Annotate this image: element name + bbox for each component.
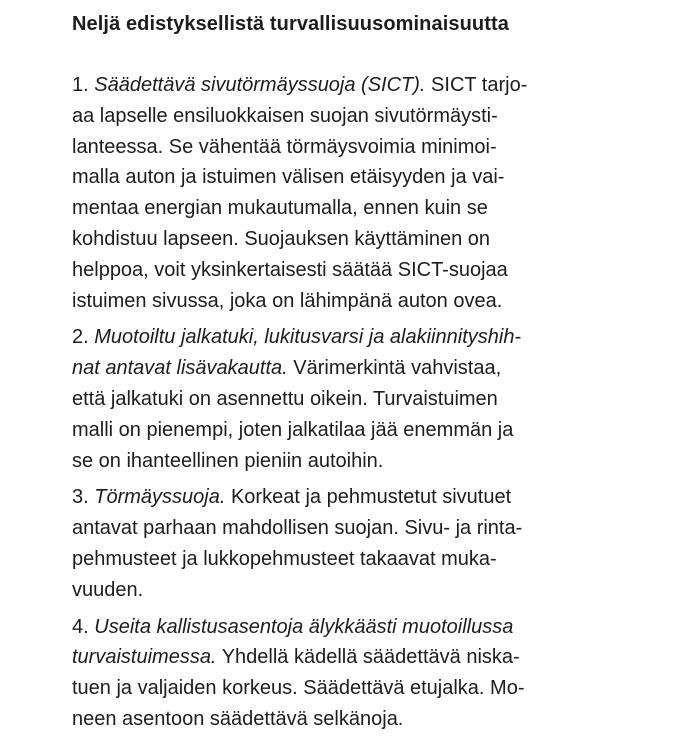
feature-text: Värimerkintä vahvistaa, — [287, 357, 502, 380]
text-line: se on ihanteellinen pieniin autoihin. — [72, 449, 384, 472]
text-line: istuimen sivussa, joka on lähimpänä auton ovea. — [72, 289, 503, 312]
feature-title: Useita kallistusasentoja älykkäästi muotoillussa — [94, 615, 514, 638]
item-number: 4. — [72, 615, 95, 638]
text-line: aa lapselle ensiluokkaisen suojan sivutörmäysti- — [72, 104, 498, 127]
feature-item — [72, 322, 592, 476]
feature-item — [72, 70, 592, 316]
feature-text: Korkeat ja pehmustetut sivutuet — [225, 486, 512, 509]
section-heading: Neljä edistyksellistä turvallisuusominaisuutta — [72, 13, 509, 35]
text-line — [72, 353, 592, 384]
text-line: vuuden. — [72, 578, 144, 601]
feature-list — [72, 70, 592, 735]
text-line — [72, 322, 592, 353]
item-number: 2. — [72, 326, 95, 349]
feature-title: Muotoiltu jalkatuki, lukitusvarsi ja alakiinnityshih- — [94, 326, 522, 349]
text-line — [72, 482, 592, 513]
text-line: mentaa energian mukautumalla, ennen kuin se — [72, 197, 488, 220]
feature-title: Törmäyssuoja. — [94, 486, 226, 509]
document-body — [72, 8, 592, 741]
feature-title: turvaistuimessa. — [72, 646, 217, 669]
text-line — [72, 70, 592, 101]
feature-text: SICT tarjo- — [425, 74, 528, 96]
text-line: malli on pienempi, joten jalkatilaa jää enemmän ja — [72, 418, 514, 441]
feature-title: Säädettävä sivutörmäyssuoja (SICT). — [94, 74, 426, 96]
item-number: 1. — [72, 74, 95, 96]
text-line: malla auton ja istuimen välisen etäisyyden ja vai- — [72, 166, 505, 189]
feature-title: nat antavat lisävakautta. — [72, 357, 288, 380]
text-line: pehmusteet ja lukkopehmusteet takaavat muka- — [72, 547, 497, 570]
text-line: että jalkatuki on asennettu oikein. Turvaistuimen — [72, 387, 498, 410]
text-line: lanteessa. Se vähentää törmäysvoimia minimoi- — [72, 135, 497, 158]
text-line: antavat parhaan mahdollisen suojan. Sivu- ja rinta- — [72, 517, 523, 540]
text-line — [72, 612, 592, 643]
text-line: neen asentoon säädettävä selkänoja. — [72, 707, 404, 730]
feature-item — [72, 612, 592, 735]
item-number: 3. — [72, 486, 95, 509]
text-line — [72, 642, 592, 673]
feature-text: Yhdellä kädellä säädettävä niska- — [216, 646, 520, 669]
text-line: kohdistuu lapseen. Suojauksen käyttäminen on — [72, 227, 491, 250]
text-line: tuen ja valjaiden korkeus. Säädettävä etujalka. Mo- — [72, 677, 525, 700]
text-line: helppoa, voit yksinkertaisesti säätää SICT-suojaa — [72, 258, 508, 281]
feature-item — [72, 482, 592, 605]
